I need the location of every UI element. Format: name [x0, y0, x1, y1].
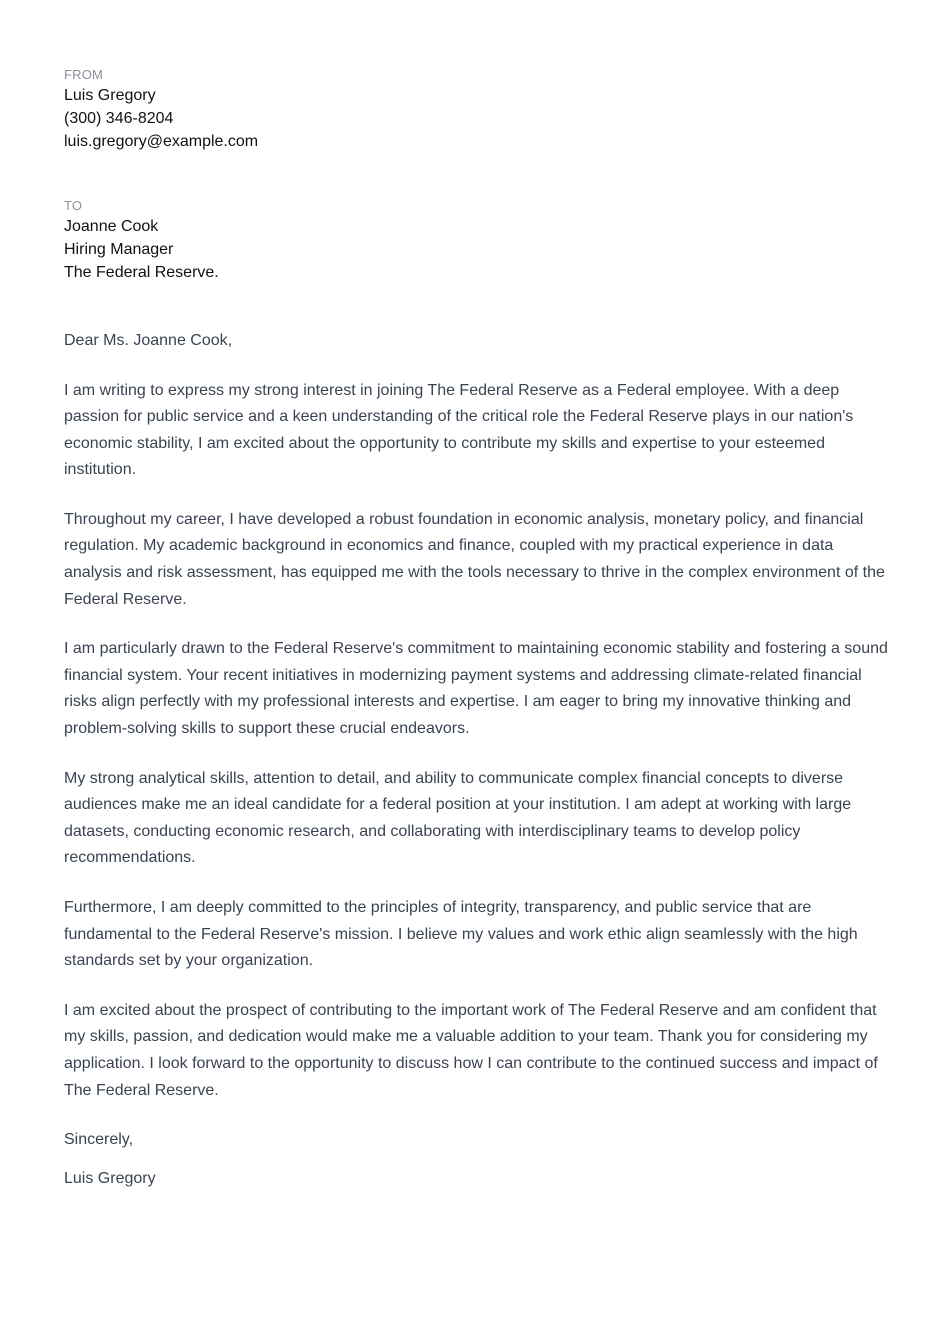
sender-name: Luis Gregory: [64, 87, 156, 104]
sender-phone: (300) 346-8204: [64, 110, 174, 127]
salutation: Dear Ms. Joanne Cook,: [64, 332, 233, 349]
signature: Luis Gregory: [64, 1169, 156, 1187]
body-paragraph-4: My strong analytical skills, attention to detail, and ability to communicate complex financial concepts to diverse audiences make me an ideal candidate for a federal position at your institution. I am adept at working with large datasets, conducting economic research, and collaborating with interdisciplinary teams to develop policy recommendations.: [64, 769, 852, 867]
from-label: FROM: [64, 67, 104, 82]
cover-letter: [64, 64, 894, 1192]
body-paragraph-6: I am excited about the prospect of contributing to the important work of The Federal Reserve and am confident that my skills, passion, and dedication would make me a valuable addition to your team. Thank you for considering my application. I look forward to the opportunity to discuss how I can contribute to the continued success and impact of The Federal Reserve.: [64, 1001, 878, 1099]
sender-email: luis.gregory@example.com: [64, 133, 259, 150]
to-label: TO: [64, 198, 83, 213]
recipient-title: Hiring Manager: [64, 241, 174, 258]
body-paragraph-1: I am writing to express my strong interest in joining The Federal Reserve as a Federal employee. With a deep passion for public service and a keen understanding of the critical role the Federal Reserve plays in our nation's economic stability, I am excited about the opportunity to contribute my skills and expertise to your esteemed institution.: [64, 381, 854, 479]
body-paragraph-3: I am particularly drawn to the Federal Reserve's commitment to maintaining economic stability and fostering a sound financial system. Your recent initiatives in modernizing payment systems and addressing climate-related financial risks align perfectly with my professional interests and expertise. I am eager to bring my innovative thinking and problem-solving skills to support these crucial endeavors.: [64, 640, 888, 738]
closing: Sincerely,: [64, 1131, 134, 1149]
sender-block: [64, 66, 894, 153]
body-paragraph-2: Throughout my career, I have developed a robust foundation in economic analysis, monetary policy, and financial regulation. My academic background in economics and finance, coupled with my practical experience in data analysis and risk assessment, has equipped me with the tools necessary to thrive in the complex environment of the Federal Reserve.: [64, 510, 885, 608]
recipient-name: Joanne Cook: [64, 218, 159, 235]
recipient-organization: The Federal Reserve.: [64, 264, 219, 281]
recipient-block: [64, 197, 894, 284]
body-paragraph-5: Furthermore, I am deeply committed to the principles of integrity, transparency, and public service that are fundamental to the Federal Reserve's mission. I believe my values and work ethic align seamlessly with the high standards set by your organization.: [64, 899, 858, 970]
